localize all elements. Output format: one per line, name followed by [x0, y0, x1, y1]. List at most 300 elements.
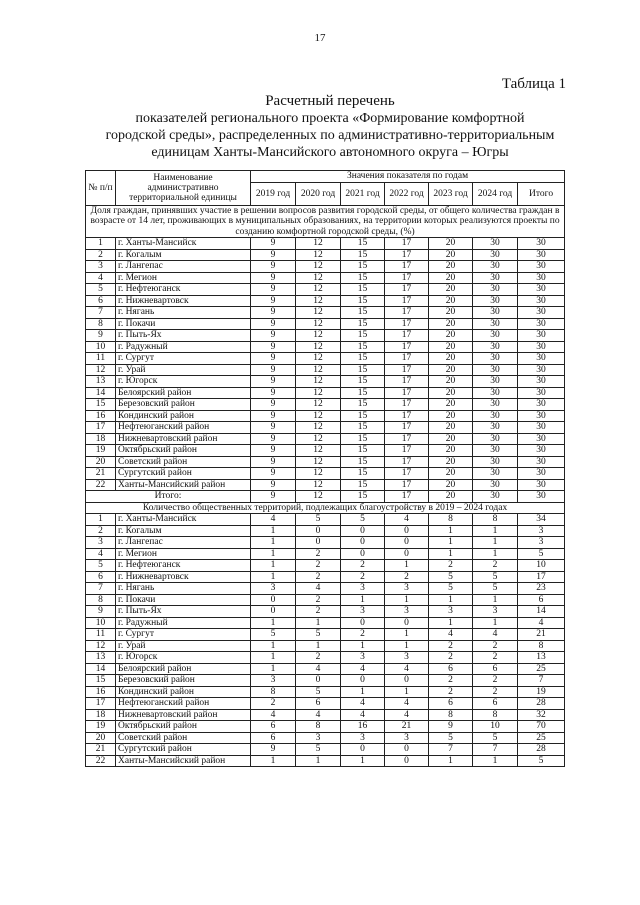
table-row — [86, 640, 565, 652]
row-year-value: 6 — [473, 698, 518, 710]
row-name: Белоярский район — [116, 387, 251, 399]
row-name: Нижневартовский район — [116, 433, 251, 445]
row-year-value: 0 — [341, 675, 385, 687]
row-name: г. Ханты-Мансийск — [116, 514, 251, 526]
row-year-value: 17 — [385, 445, 429, 457]
row-year-value: 2 — [473, 640, 518, 652]
row-total-value: 30 — [518, 330, 565, 342]
row-total-value: 30 — [518, 479, 565, 491]
row-year-value: 1 — [251, 525, 296, 537]
row-year-value: 5 — [296, 686, 341, 698]
table-row — [86, 376, 565, 388]
row-year-value: 4 — [385, 663, 429, 675]
row-year-value: 2 — [296, 652, 341, 664]
row-year-value: 1 — [341, 686, 385, 698]
row-total-value: 30 — [518, 238, 565, 250]
row-name: г. Нягань — [116, 583, 251, 595]
row-year-value: 15 — [341, 376, 385, 388]
table-row — [86, 732, 565, 744]
row-year-value: 30 — [473, 249, 518, 261]
row-total-value: 30 — [518, 468, 565, 480]
row-number: 7 — [86, 307, 116, 319]
row-total-value: 5 — [518, 548, 565, 560]
row-number: 10 — [86, 617, 116, 629]
row-year-value: 0 — [385, 537, 429, 549]
row-year-value: 30 — [473, 272, 518, 284]
row-year-value: 0 — [385, 525, 429, 537]
row-year-value: 4 — [341, 709, 385, 721]
row-year-value: 1 — [473, 548, 518, 560]
row-year-value: 0 — [251, 606, 296, 618]
row-number: 14 — [86, 387, 116, 399]
row-year-value: 15 — [341, 445, 385, 457]
table-row — [86, 744, 565, 756]
row-year-value: 3 — [341, 606, 385, 618]
row-year-value: 2 — [473, 560, 518, 572]
row-number: 20 — [86, 456, 116, 468]
row-name: Сургутский район — [116, 468, 251, 480]
row-year-value: 5 — [296, 514, 341, 526]
row-total-value: 30 — [518, 376, 565, 388]
table-row — [86, 353, 565, 365]
table-row — [86, 698, 565, 710]
row-year-value: 1 — [429, 525, 473, 537]
row-year-value: 7 — [473, 744, 518, 756]
row-year-value: 15 — [341, 468, 385, 480]
row-year-value: 30 — [473, 261, 518, 273]
row-year-value: 2 — [429, 640, 473, 652]
row-year-value: 3 — [341, 652, 385, 664]
row-name: г. Лангепас — [116, 537, 251, 549]
row-total-value: 3 — [518, 537, 565, 549]
row-year-value: 1 — [429, 548, 473, 560]
row-year-value: 0 — [341, 617, 385, 629]
row-year-value: 10 — [473, 721, 518, 733]
row-year-value: 1 — [296, 755, 341, 767]
row-number: 4 — [86, 272, 116, 284]
row-year-value: 17 — [385, 399, 429, 411]
row-total-value: 30 — [518, 307, 565, 319]
row-year-value: 6 — [251, 721, 296, 733]
title-line-2: показателей регионального проекта «Формирование комфортной — [135, 111, 525, 126]
col-header-group: Значения показателя по годам — [251, 171, 565, 183]
row-year-value: 7 — [429, 744, 473, 756]
row-year-value: 5 — [473, 732, 518, 744]
row-year-value: 8 — [429, 709, 473, 721]
row-number: 3 — [86, 537, 116, 549]
row-name: г. Урай — [116, 364, 251, 376]
row-year-value: 21 — [385, 721, 429, 733]
row-year-value: 17 — [385, 318, 429, 330]
row-year-value: 17 — [385, 410, 429, 422]
table-row — [86, 709, 565, 721]
row-year-value: 1 — [341, 640, 385, 652]
row-year-value: 1 — [473, 617, 518, 629]
row-number: 21 — [86, 744, 116, 756]
total-label: Итого: — [86, 491, 251, 503]
row-year-value: 20 — [429, 307, 473, 319]
row-name: Октябрьский район — [116, 721, 251, 733]
table-row — [86, 514, 565, 526]
row-year-value: 0 — [385, 617, 429, 629]
row-number: 2 — [86, 249, 116, 261]
row-number: 3 — [86, 261, 116, 273]
row-year-value: 12 — [296, 295, 341, 307]
row-year-value: 0 — [341, 537, 385, 549]
row-year-value: 2 — [296, 548, 341, 560]
row-year-value: 30 — [473, 295, 518, 307]
row-number: 19 — [86, 721, 116, 733]
row-year-value: 30 — [473, 468, 518, 480]
row-name: Кондинский район — [116, 410, 251, 422]
row-total-value: 17 — [518, 571, 565, 583]
row-year-value: 12 — [296, 376, 341, 388]
row-total-value: 30 — [518, 445, 565, 457]
row-year-value: 12 — [296, 410, 341, 422]
row-year-value: 20 — [429, 295, 473, 307]
row-year-value: 9 — [251, 479, 296, 491]
row-total-value: 3 — [518, 525, 565, 537]
row-name: г. Когалым — [116, 249, 251, 261]
table-row — [86, 456, 565, 468]
row-year-value: 0 — [341, 744, 385, 756]
row-year-value: 2 — [341, 629, 385, 641]
row-total-value: 30 — [518, 318, 565, 330]
row-year-value: 8 — [296, 721, 341, 733]
row-year-value: 3 — [341, 732, 385, 744]
section-1-title: Доля граждан, принявших участие в решении вопросов развития городской среды, от общего количества граждан в возрасте от 14 лет, проживающих в муниципальных образованиях, на территории которых реализуются проекты по созданию комфортной городской среды, (%) — [86, 205, 565, 238]
row-year-value: 4 — [473, 629, 518, 641]
row-name: Нефтеюганский район — [116, 422, 251, 434]
row-number: 5 — [86, 284, 116, 296]
row-year-value: 20 — [429, 387, 473, 399]
row-name: Советский район — [116, 456, 251, 468]
row-number: 6 — [86, 295, 116, 307]
row-year-value: 3 — [429, 606, 473, 618]
row-year-value: 0 — [296, 525, 341, 537]
row-total-value: 30 — [518, 410, 565, 422]
row-number: 16 — [86, 410, 116, 422]
row-year-value: 4 — [385, 709, 429, 721]
row-year-value: 30 — [473, 433, 518, 445]
row-name: г. Урай — [116, 640, 251, 652]
row-year-value: 4 — [385, 514, 429, 526]
row-year-value: 15 — [341, 307, 385, 319]
row-name: г. Мегион — [116, 272, 251, 284]
row-number: 6 — [86, 571, 116, 583]
row-year-value: 30 — [473, 410, 518, 422]
row-year-value: 30 — [473, 330, 518, 342]
row-year-value: 9 — [251, 307, 296, 319]
row-total-value: 8 — [518, 640, 565, 652]
row-name: г. Пыть-Ях — [116, 606, 251, 618]
row-year-value: 9 — [251, 456, 296, 468]
total-value: 15 — [341, 491, 385, 503]
row-year-value: 1 — [385, 640, 429, 652]
row-year-value: 20 — [429, 318, 473, 330]
row-year-value: 20 — [429, 468, 473, 480]
row-year-value: 12 — [296, 238, 341, 250]
row-number: 12 — [86, 364, 116, 376]
row-year-value: 9 — [251, 353, 296, 365]
row-name: г. Сургут — [116, 353, 251, 365]
row-year-value: 8 — [473, 709, 518, 721]
row-name: г. Нефтеюганск — [116, 284, 251, 296]
col-header-name: Наименование административно территориальной единицы — [116, 171, 251, 206]
row-total-value: 30 — [518, 295, 565, 307]
row-year-value: 2 — [473, 675, 518, 687]
row-total-value: 30 — [518, 364, 565, 376]
row-year-value: 30 — [473, 456, 518, 468]
row-year-value: 4 — [296, 583, 341, 595]
table-row — [86, 295, 565, 307]
row-total-value: 7 — [518, 675, 565, 687]
row-year-value: 0 — [296, 675, 341, 687]
row-year-value: 1 — [341, 594, 385, 606]
row-year-value: 20 — [429, 376, 473, 388]
row-year-value: 3 — [385, 606, 429, 618]
title-line-4: единицам Ханты-Мансийского автономного округа – Югры — [151, 145, 509, 160]
total-value: 30 — [518, 491, 565, 503]
table-row — [86, 479, 565, 491]
row-name: г. Югорск — [116, 652, 251, 664]
row-year-value: 30 — [473, 445, 518, 457]
row-year-value: 17 — [385, 376, 429, 388]
row-year-value: 3 — [385, 732, 429, 744]
row-year-value: 9 — [251, 249, 296, 261]
row-year-value: 2 — [341, 560, 385, 572]
row-number: 18 — [86, 709, 116, 721]
row-year-value: 12 — [296, 284, 341, 296]
row-name: г. Покачи — [116, 318, 251, 330]
row-year-value: 12 — [296, 456, 341, 468]
row-year-value: 9 — [251, 330, 296, 342]
row-year-value: 15 — [341, 353, 385, 365]
row-year-value: 1 — [385, 629, 429, 641]
row-total-value: 30 — [518, 261, 565, 273]
row-year-value: 30 — [473, 387, 518, 399]
row-year-value: 17 — [385, 249, 429, 261]
row-total-value: 25 — [518, 663, 565, 675]
row-year-value: 3 — [251, 675, 296, 687]
row-total-value: 10 — [518, 560, 565, 572]
table-row — [86, 755, 565, 767]
row-year-value: 9 — [429, 721, 473, 733]
row-year-value: 12 — [296, 399, 341, 411]
col-header-year: 2020 год — [296, 182, 341, 205]
table-row — [86, 629, 565, 641]
table-row — [86, 410, 565, 422]
row-year-value: 17 — [385, 479, 429, 491]
table-row — [86, 652, 565, 664]
row-total-value: 23 — [518, 583, 565, 595]
row-total-value: 30 — [518, 387, 565, 399]
row-total-value: 30 — [518, 249, 565, 261]
row-year-value: 1 — [251, 652, 296, 664]
row-number: 18 — [86, 433, 116, 445]
table-row — [86, 422, 565, 434]
row-year-value: 16 — [341, 721, 385, 733]
row-year-value: 9 — [251, 376, 296, 388]
col-header-year: 2024 год — [473, 182, 518, 205]
row-year-value: 20 — [429, 238, 473, 250]
row-year-value: 12 — [296, 272, 341, 284]
row-total-value: 30 — [518, 456, 565, 468]
table-row — [86, 606, 565, 618]
row-total-value: 30 — [518, 341, 565, 353]
row-year-value: 4 — [296, 663, 341, 675]
row-number: 9 — [86, 330, 116, 342]
indicator-table — [85, 170, 565, 767]
table-row — [86, 387, 565, 399]
total-value: 9 — [251, 491, 296, 503]
row-year-value: 30 — [473, 479, 518, 491]
row-name: г. Сургут — [116, 629, 251, 641]
row-year-value: 2 — [429, 560, 473, 572]
row-number: 21 — [86, 468, 116, 480]
row-year-value: 1 — [341, 755, 385, 767]
row-total-value: 28 — [518, 744, 565, 756]
row-year-value: 1 — [251, 640, 296, 652]
row-year-value: 15 — [341, 341, 385, 353]
row-year-value: 1 — [385, 560, 429, 572]
table-row — [86, 399, 565, 411]
row-name: г. Радужный — [116, 617, 251, 629]
row-year-value: 0 — [251, 594, 296, 606]
row-year-value: 9 — [251, 295, 296, 307]
row-name: г. Покачи — [116, 594, 251, 606]
row-year-value: 9 — [251, 364, 296, 376]
row-year-value: 2 — [296, 594, 341, 606]
row-year-value: 20 — [429, 330, 473, 342]
row-total-value: 30 — [518, 284, 565, 296]
row-year-value: 6 — [429, 698, 473, 710]
row-year-value: 2 — [296, 560, 341, 572]
row-year-value: 12 — [296, 307, 341, 319]
row-year-value: 1 — [473, 525, 518, 537]
row-number: 17 — [86, 422, 116, 434]
row-year-value: 2 — [429, 675, 473, 687]
row-year-value: 15 — [341, 479, 385, 491]
row-year-value: 15 — [341, 272, 385, 284]
row-year-value: 17 — [385, 341, 429, 353]
row-name: Березовский район — [116, 675, 251, 687]
table-row — [86, 537, 565, 549]
row-year-value: 3 — [341, 583, 385, 595]
row-year-value: 2 — [429, 652, 473, 664]
row-year-value: 15 — [341, 284, 385, 296]
row-year-value: 12 — [296, 341, 341, 353]
row-year-value: 30 — [473, 399, 518, 411]
row-year-value: 4 — [341, 663, 385, 675]
row-year-value: 1 — [251, 755, 296, 767]
row-year-value: 9 — [251, 261, 296, 273]
row-year-value: 1 — [429, 537, 473, 549]
row-number: 8 — [86, 318, 116, 330]
total-value: 30 — [473, 491, 518, 503]
row-year-value: 17 — [385, 353, 429, 365]
table-row — [86, 341, 565, 353]
row-total-value: 30 — [518, 399, 565, 411]
row-year-value: 5 — [473, 583, 518, 595]
col-header-year: 2019 год — [251, 182, 296, 205]
row-year-value: 5 — [429, 571, 473, 583]
col-header-year: 2022 год — [385, 182, 429, 205]
row-name: г. Мегион — [116, 548, 251, 560]
row-year-value: 17 — [385, 261, 429, 273]
row-year-value: 17 — [385, 387, 429, 399]
row-year-value: 2 — [385, 571, 429, 583]
row-year-value: 12 — [296, 445, 341, 457]
row-year-value: 1 — [251, 548, 296, 560]
row-year-value: 1 — [429, 755, 473, 767]
col-header-number: № п/п — [86, 171, 116, 206]
row-total-value: 4 — [518, 617, 565, 629]
row-year-value: 1 — [429, 594, 473, 606]
row-year-value: 1 — [385, 686, 429, 698]
page-number: 17 — [314, 32, 326, 44]
row-number: 9 — [86, 606, 116, 618]
row-year-value: 20 — [429, 364, 473, 376]
row-name: Ханты-Мансийский район — [116, 755, 251, 767]
row-number: 4 — [86, 548, 116, 560]
row-year-value: 30 — [473, 376, 518, 388]
row-year-value: 9 — [251, 410, 296, 422]
row-year-value: 9 — [251, 318, 296, 330]
table-row — [86, 330, 565, 342]
row-year-value: 1 — [251, 560, 296, 572]
total-value: 12 — [296, 491, 341, 503]
table-row — [86, 675, 565, 687]
row-year-value: 9 — [251, 284, 296, 296]
row-year-value: 15 — [341, 399, 385, 411]
row-number: 13 — [86, 376, 116, 388]
row-year-value: 20 — [429, 445, 473, 457]
row-number: 11 — [86, 353, 116, 365]
row-name: г. Нефтеюганск — [116, 560, 251, 572]
row-year-value: 1 — [251, 617, 296, 629]
row-total-value: 30 — [518, 422, 565, 434]
row-year-value: 4 — [341, 698, 385, 710]
row-year-value: 1 — [429, 617, 473, 629]
row-year-value: 6 — [429, 663, 473, 675]
row-year-value: 20 — [429, 422, 473, 434]
row-year-value: 5 — [429, 583, 473, 595]
row-year-value: 2 — [341, 571, 385, 583]
row-number: 11 — [86, 629, 116, 641]
row-year-value: 2 — [429, 686, 473, 698]
row-year-value: 9 — [251, 433, 296, 445]
section-2-title: Количество общественных территорий, подлежащих благоустройству в 2019 – 2024 годах — [86, 502, 565, 514]
table-row — [86, 238, 565, 250]
row-year-value: 12 — [296, 387, 341, 399]
row-year-value: 1 — [473, 594, 518, 606]
row-year-value: 15 — [341, 364, 385, 376]
row-year-value: 5 — [341, 514, 385, 526]
row-year-value: 4 — [251, 709, 296, 721]
row-year-value: 12 — [296, 364, 341, 376]
row-total-value: 14 — [518, 606, 565, 618]
row-year-value: 1 — [296, 617, 341, 629]
row-total-value: 21 — [518, 629, 565, 641]
row-year-value: 12 — [296, 249, 341, 261]
table-row — [86, 617, 565, 629]
row-year-value: 1 — [251, 663, 296, 675]
row-year-value: 17 — [385, 364, 429, 376]
row-year-value: 30 — [473, 318, 518, 330]
row-year-value: 0 — [385, 675, 429, 687]
row-year-value: 3 — [473, 606, 518, 618]
